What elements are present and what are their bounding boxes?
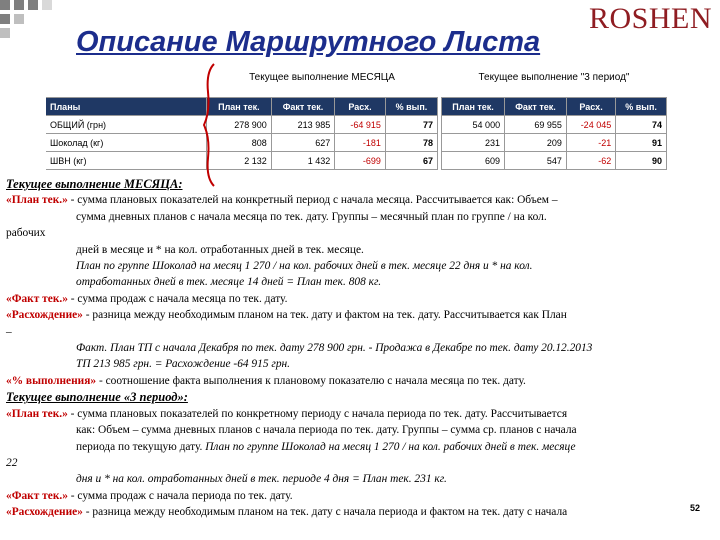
desc-text: - сумма продаж с начала месяца по тек. дату. xyxy=(67,292,288,305)
column-header: План тек. xyxy=(442,98,505,116)
desc-text: - сумма продаж с начала периода по тек. дату. xyxy=(67,489,293,502)
desc-text: периода по текущую дату. xyxy=(76,440,203,453)
column-header: % вып. xyxy=(385,98,437,116)
desc-text: рабочих xyxy=(6,227,46,240)
table-cell: 609 xyxy=(442,152,505,170)
table-cell: 278 900 xyxy=(207,116,272,134)
table-cell: -181 xyxy=(335,134,386,152)
column-header: Расх. xyxy=(335,98,386,116)
group-header-month: Текущее выполнение МЕСЯЦА xyxy=(249,72,395,83)
example-text: План по группе Шоколад на месяц 1 270 / на кол. рабочих дней в тек. месяце 22 дня и * на кол. xyxy=(76,260,533,273)
term-diff: «Расхождение» xyxy=(6,506,83,519)
row-label: ОБЩИЙ (грн) xyxy=(46,116,206,134)
example-text: дня и * на кол. отработанных дней в тек. периоде 4 дня = План тек. 231 кг. xyxy=(76,473,447,486)
table-cell: 213 985 xyxy=(271,116,334,134)
example-text: ТП 213 985 грн. = Расхождение -64 915 грн. xyxy=(76,358,291,371)
column-header: Факт тек. xyxy=(271,98,334,116)
desc-text: дней в месяце и * на кол. отработанных дней в тек. месяце. xyxy=(76,243,364,256)
table-cell: 54 000 xyxy=(442,116,505,134)
example-text: План по группе Шоколад на месяц 1 270 / на кол. рабочих дней в тек. месяце xyxy=(202,440,576,453)
desc-text: как: Объем – сумма дневных планов с начала периода по тек. дату. Группы – сумма ср. планов с начала xyxy=(76,424,577,437)
corner-decoration xyxy=(0,0,52,38)
row-label: ШВН (кг) xyxy=(46,152,206,170)
term-pct: «% выполнения» xyxy=(6,374,97,387)
term-fact: «Факт тек.» xyxy=(6,489,68,502)
table-cell: 67 xyxy=(385,152,437,170)
table-cell: -24 045 xyxy=(566,116,615,134)
example-text: 22 xyxy=(6,456,18,469)
table-cell: 808 xyxy=(207,134,272,152)
term-diff: «Расхождение» xyxy=(6,309,83,322)
desc-text: - соотношение факта выполнения к плановому показателю с начала месяца по тек. дату. xyxy=(96,374,526,387)
row-label: Шоколад (кг) xyxy=(46,134,206,152)
table-cell: 69 955 xyxy=(505,116,567,134)
table-cell: -21 xyxy=(566,134,615,152)
desc-text: - разница между необходимым планом на тек. дату и фактом на тек. дату. Рассчитывается как План xyxy=(82,309,567,322)
table-cell: 77 xyxy=(385,116,437,134)
roshen-logo: ROSHEN xyxy=(588,2,712,35)
desc-text: - сумма плановых показателей по конкретному периоду с начала периода по тек. дату. Рассчитывается xyxy=(67,407,568,420)
table-cell: 91 xyxy=(616,134,667,152)
red-bracket-annotation xyxy=(200,62,220,188)
section-heading-month: Текущее выполнение МЕСЯЦА: xyxy=(6,177,183,191)
column-header: % вып. xyxy=(616,98,667,116)
page-number: 52 xyxy=(690,503,701,513)
table-cell: -64 915 xyxy=(335,116,386,134)
term-plan: «План тек.» xyxy=(6,194,68,207)
term-fact: «Факт тек.» xyxy=(6,292,68,305)
table-cell: 90 xyxy=(616,152,667,170)
example-text: Факт. План ТП с начала Декабря по тек. дату 278 900 грн. - Продажа в Декабре по тек. дату 20.12.2013 xyxy=(76,342,593,355)
description-body xyxy=(6,176,714,521)
table-cell: -62 xyxy=(566,152,615,170)
desc-text: - разница между необходимым планом на тек. дату с начала периода и фактом на тек. дату с начала xyxy=(82,506,568,519)
section-heading-period: Текущее выполнение «3 период»: xyxy=(6,390,188,405)
month-table xyxy=(206,97,438,170)
group-header-period: Текущее выполнение "3 период" xyxy=(478,72,630,83)
column-header: Факт тек. xyxy=(505,98,567,116)
period-table xyxy=(441,97,667,170)
plans-header: Планы xyxy=(46,98,206,116)
table-cell: 78 xyxy=(385,134,437,152)
table-cell: 231 xyxy=(442,134,505,152)
route-table xyxy=(46,68,668,172)
desc-text: - сумма плановых показателей на конкретный период с начала месяца. Рассчитывается как: Объем – xyxy=(67,194,558,207)
table-cell: 547 xyxy=(505,152,567,170)
table-cell: 1 432 xyxy=(271,152,334,170)
page-title: Описание Маршрутного Листа xyxy=(76,26,541,58)
table-cell: 2 132 xyxy=(207,152,272,170)
desc-text: – xyxy=(6,325,12,338)
column-header: План тек. xyxy=(207,98,272,116)
term-plan: «План тек.» xyxy=(6,407,68,420)
table-cell: -699 xyxy=(335,152,386,170)
table-cell: 627 xyxy=(271,134,334,152)
example-text: отработанных дней в тек. месяце 14 дней = План тек. 808 кг. xyxy=(76,276,382,289)
desc-text: сумма дневных планов с начала месяца по тек. дату. Группы – месячный план по группе / на кол. xyxy=(76,210,547,223)
table-cell: 74 xyxy=(616,116,667,134)
plans-column xyxy=(46,97,206,170)
table-cell: 209 xyxy=(505,134,567,152)
column-header: Расх. xyxy=(566,98,615,116)
